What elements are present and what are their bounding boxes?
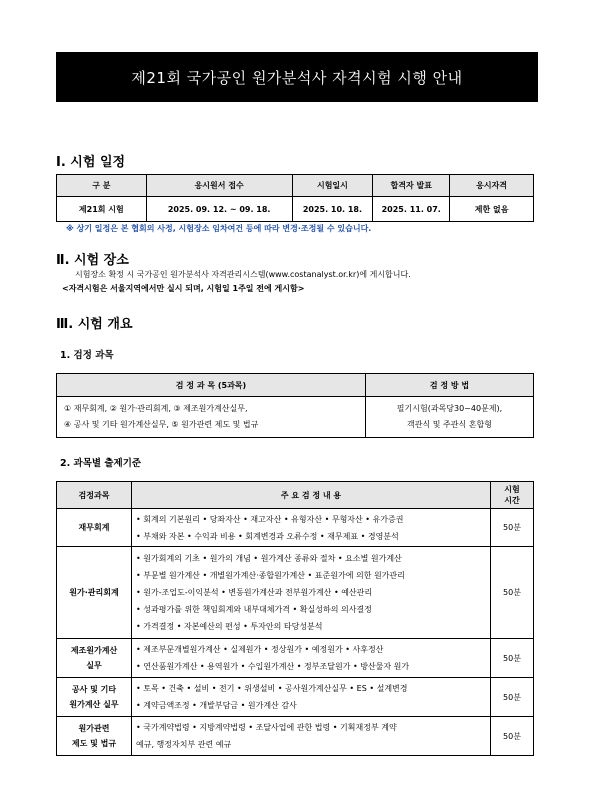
page-title: 제21회 국가공인 원가분석사 자격시험 시행 안내 xyxy=(56,52,538,102)
schedule-note: ※ 상기 일정은 본 협회의 사정, 시험장소 임차여건 등에 따라 변경·조정될 수 있습니다. xyxy=(66,224,372,233)
criteria-content xyxy=(132,509,491,547)
criteria-time: 50분 xyxy=(491,547,534,639)
method-line: 필기시험(과목당30~40문제), xyxy=(396,404,503,413)
criteria-table xyxy=(56,481,534,756)
criteria-row xyxy=(57,639,534,678)
criteria-subheading: 2. 과목별 출제기준 xyxy=(60,458,142,469)
criteria-row xyxy=(57,509,534,547)
criteria-time: 50분 xyxy=(491,717,534,756)
criteria-content xyxy=(132,639,491,678)
schedule-eligibility: 제한 없음 xyxy=(450,197,534,222)
subjects-header: 검 정 과 목 (5과목) xyxy=(57,374,366,397)
time-header-line: 시험 xyxy=(504,485,520,494)
content-line: • 국가계약법령 • 지방계약법령 • 조달사업에 관한 법령 • 기획재정부 계약 xyxy=(136,723,397,732)
criteria-subject xyxy=(57,717,132,756)
schedule-table xyxy=(56,174,534,222)
section-2-heading: Ⅱ. 시험 장소 xyxy=(56,253,129,268)
subjects-subheading: 1. 검정 과목 xyxy=(60,350,114,361)
criteria-row xyxy=(57,547,534,639)
schedule-header-exam-date: 시험일시 xyxy=(292,175,373,197)
subjects-list xyxy=(57,397,366,438)
subject-line: 원가·관리회계 xyxy=(69,588,119,597)
schedule-header-eligibility: 응시자격 xyxy=(450,175,534,197)
schedule-exam-date: 2025. 10. 18. xyxy=(292,197,373,222)
schedule-header-result: 합격자 발표 xyxy=(373,175,450,197)
criteria-header-content: 주 요 검 정 내 용 xyxy=(132,482,491,509)
subject-line: 원가관련 xyxy=(78,724,110,733)
criteria-subject xyxy=(57,547,132,639)
subject-line: 원가계산 실무 xyxy=(69,700,119,709)
criteria-header-subject: 검정과목 xyxy=(57,482,132,509)
criteria-subject xyxy=(57,509,132,547)
criteria-content xyxy=(132,547,491,639)
subject-line: 실무 xyxy=(86,661,102,670)
subject-line: 공사 및 기타 xyxy=(71,685,117,694)
criteria-time: 50분 xyxy=(491,678,534,717)
subject-line: 재무회계 xyxy=(78,523,110,532)
criteria-content xyxy=(132,678,491,717)
criteria-subject xyxy=(57,678,132,717)
content-line: • 원가회계의 기초 • 원가의 개념 • 원가계산 종류와 절차 • 요소별 원가계산 xyxy=(136,554,402,563)
content-line: • 계약금액조정 • 개발부담금 • 원가계산 감사 xyxy=(136,701,297,710)
method-cell xyxy=(366,397,534,438)
section-3-heading: Ⅲ. 시험 개요 xyxy=(56,317,133,332)
criteria-content xyxy=(132,717,491,756)
schedule-result-date: 2025. 11. 07. xyxy=(373,197,450,222)
content-line: • 제조부문개별원가계산 • 실제원가 • 정상원가 • 예정원가 • 사후정산 xyxy=(136,645,384,654)
subject-line: 제조원가계산 xyxy=(70,646,118,655)
criteria-subject xyxy=(57,639,132,678)
subjects-line: ① 재무회계, ② 원가·관리회계, ③ 제조원가계산실무, xyxy=(64,404,248,413)
content-line: • 원가-조업도-이익분석 • 변동원가계산과 전부원가계산 • 예산관리 xyxy=(136,588,373,597)
content-line: • 토목 • 건축 • 설비 • 전기 • 위생설비 • 공사원가계산실무 • ES • 설계변경 xyxy=(136,684,408,693)
method-header: 검 정 방 법 xyxy=(366,374,534,397)
exam-place-notice: <자격시험은 서울지역에서만 실시 되며, 시험일 1주일 전에 게시함> xyxy=(62,284,305,293)
schedule-application-period: 2025. 09. 12. ~ 09. 18. xyxy=(146,197,292,222)
exam-place-info: 시험장소 확정 시 국가공인 원가분석사 자격관리시스템(www.costanalyst.or.kr)에 게시합니다. xyxy=(75,270,411,279)
method-line: 객관식 및 주관식 혼합형 xyxy=(407,420,492,429)
criteria-header-time xyxy=(491,482,534,509)
criteria-time: 50분 xyxy=(491,509,534,547)
time-header-line: 시간 xyxy=(504,496,520,505)
schedule-header-category: 구 분 xyxy=(57,175,147,197)
content-line: • 회계의 기본원리 • 당좌자산 • 재고자산 • 유형자산 • 무형자산 • 유가증권 xyxy=(136,514,404,524)
subjects-table xyxy=(56,373,534,438)
content-line: • 연산품원가계산 • 용역원가 • 수입원가계산 • 정부조달원가 • 방산물자 원가 xyxy=(136,662,410,671)
schedule-header-application: 응시원서 접수 xyxy=(146,175,292,197)
schedule-round: 제21회 시험 xyxy=(57,197,147,222)
subjects-line: ④ 공사 및 기타 원가계산실무, ⑤ 원가관련 제도 및 법규 xyxy=(64,420,259,429)
content-line: • 부문별 원가계산 • 개별원가계산·종합원가계산 • 표준원가에 의한 원가관리 xyxy=(136,571,405,580)
content-line: 예규, 행정자치부 관련 예규 xyxy=(136,740,232,749)
criteria-row xyxy=(57,717,534,756)
subject-line: 제도 및 법규 xyxy=(71,739,117,748)
criteria-time: 50분 xyxy=(491,639,534,678)
criteria-row xyxy=(57,678,534,717)
section-1-heading: Ⅰ. 시험 일정 xyxy=(56,155,126,170)
content-line: • 성과평가를 위한 책임회계와 내부대체가격 • 확실성하의 의사결정 xyxy=(136,605,372,614)
content-line: • 가격결정 • 자본예산의 편성 • 투자안의 타당성분석 xyxy=(136,622,323,631)
content-line: • 부채와 자본 • 수익과 비용 • 회계변경과 오류수정 • 재무제표 • 경영분석 xyxy=(136,531,399,541)
